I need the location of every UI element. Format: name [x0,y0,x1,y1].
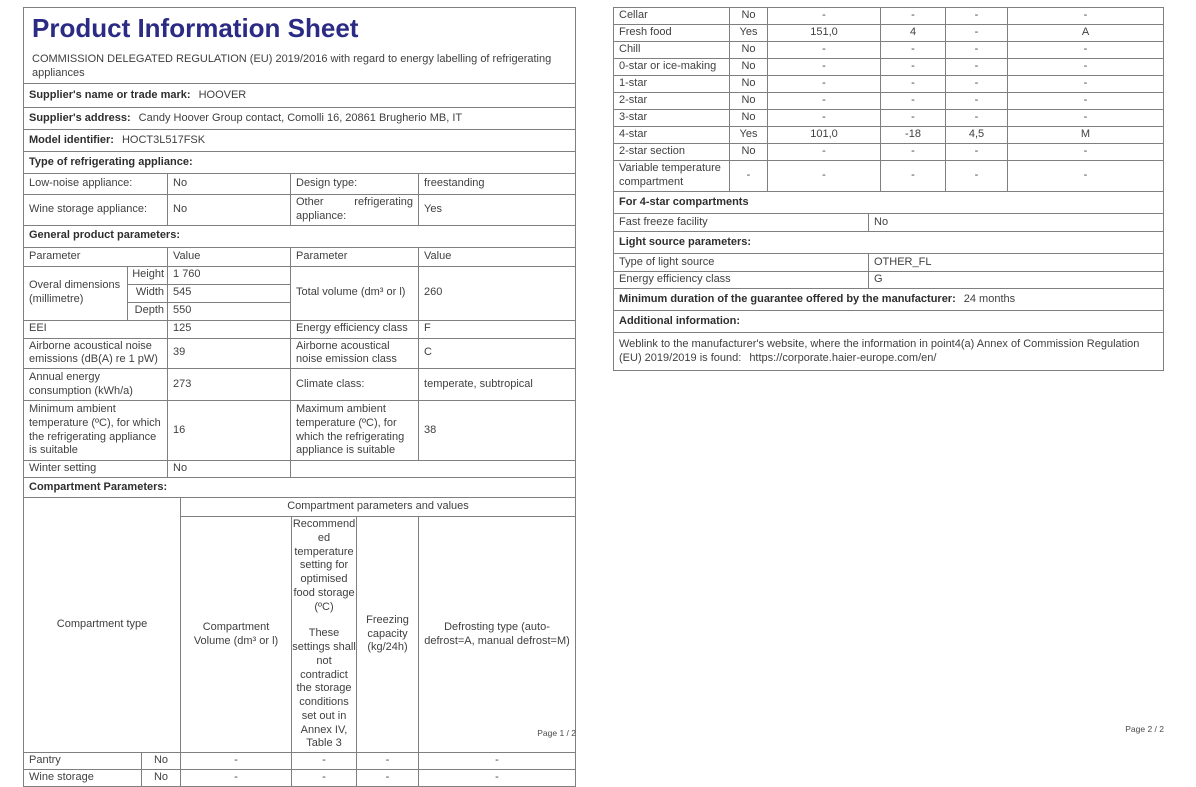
page-title: Product Information Sheet [32,13,359,43]
param-label-cell: Climate class: [291,369,419,401]
compartment-volume-cell: - [768,93,881,110]
compartment-freezing-cell: - [946,42,1008,59]
compartment-freezing-cell: - [946,8,1008,25]
compartment-flag-cell: No [730,8,768,25]
param-value-cell: G [869,272,1164,289]
param-label-cell: Type of light source [614,254,869,272]
supplier-address-row [23,107,576,130]
weblink-cell [614,333,1164,371]
compartment-row [614,161,1164,192]
empty-cell [291,461,576,478]
page-2-footer: Page 2 / 2 [1125,724,1164,734]
temp-header-part-2: These settings shall not contradict the storage conditions set out in Annex IV, Table 3 [292,627,356,750]
compartment-temp-cell: - [292,770,357,787]
light-section-header-row [613,231,1164,254]
weblink-url[interactable]: https://corporate.haier-europe.com/en/ [749,351,937,364]
compartment-flag-cell: No [730,59,768,76]
dimension-value-cell: 545 [168,284,291,302]
compartment-temp-cell: - [881,42,946,59]
additional-section-header: Additional information: [614,311,1164,333]
compartment-freezing-cell: - [946,25,1008,42]
column-header: Defrosting type (auto-defrost=A, manual defrost=M) [419,517,576,753]
compartment-defrost-cell: - [1008,110,1164,127]
compartment-freezing-cell: - [946,76,1008,93]
dimension-value-cell: 1 760 [168,266,291,284]
four-star-section-header: For 4-star compartments [614,192,1164,214]
regulation-subtitle: COMMISSION DELEGATED REGULATION (EU) 2019/2016 with regard to energy labelling of refrigerating appliances [32,52,552,79]
compartment-row [24,770,576,787]
compartment-temp-cell: - [881,59,946,76]
compartment-row [614,93,1164,110]
general-parameters-table [23,247,576,479]
compartment-flag-cell: No [142,770,181,787]
compartment-section-header: Compartment Parameters: [24,478,576,498]
compartment-defrost-cell: M [1008,127,1164,144]
column-header: Value [168,247,291,266]
compartment-freezing-cell: - [946,110,1008,127]
compartment-defrost-cell: - [1008,161,1164,192]
compartment-table-continued [613,7,1164,192]
table-row [24,195,576,226]
compartment-temp-cell: - [881,76,946,93]
supplier-name-cell [24,84,576,108]
compartment-row [614,110,1164,127]
compartment-label-cell: Variable temperature compartment [614,161,730,192]
param-label-cell: Low-noise appliance: [24,174,168,195]
param-value-cell: No [168,195,291,226]
dimension-key-cell: Depth [128,302,168,320]
dimension-key-cell: Width [128,284,168,302]
param-label-cell: Minimum ambient temperature (ºC), for which the refrigerating appliance is suitable [24,401,168,461]
guarantee-row [613,288,1164,311]
column-header: Compartment Volume (dm³ or l) [181,517,292,753]
compartment-flag-cell: Yes [730,127,768,144]
compartment-defrost-cell: - [1008,76,1164,93]
compartment-volume-cell: 151,0 [768,25,881,42]
param-label-cell: Airborne acoustical noise emission class [291,338,419,369]
compartment-table [23,497,576,787]
compartment-row [614,127,1164,144]
column-header: Freezing capacity (kg/24h) [357,517,419,753]
param-value-cell: Yes [419,195,576,226]
title-cell [24,8,576,84]
table-header-row [24,247,576,266]
compartment-volume-cell: - [768,76,881,93]
compartment-row [614,59,1164,76]
column-header: Parameter [291,247,419,266]
compartment-temp-cell: - [881,110,946,127]
general-section-header: General product parameters: [24,225,576,247]
compartment-freezing-cell: - [946,161,1008,192]
param-value-cell: 38 [419,401,576,461]
compartment-volume-cell: 101,0 [768,127,881,144]
table-row [24,369,576,401]
compartment-row [614,8,1164,25]
compartment-volume-cell: - [768,161,881,192]
compartment-row [614,144,1164,161]
compartment-label-cell: 2-star [614,93,730,110]
param-value-cell: 16 [168,401,291,461]
param-label-cell: Airborne acoustical noise emissions (dB(A) re 1 pW) [24,338,168,369]
compartment-temp-cell: - [292,753,357,770]
compartment-freezing-cell: - [946,59,1008,76]
compartment-flag-cell: No [730,42,768,59]
compartment-label-cell: 4-star [614,127,730,144]
param-value-cell: No [869,214,1164,232]
param-label-cell: Overal dimensions (millimetre) [24,266,128,320]
general-section-header-row [23,225,576,248]
param-value-cell: 260 [419,266,576,320]
compartment-label-cell: Chill [614,42,730,59]
table-row [24,266,576,284]
fast-freeze-table [613,213,1164,232]
model-identifier-value: HOCT3L517FSK [121,133,206,146]
dimension-value-cell: 550 [168,302,291,320]
model-identifier-cell [24,130,576,152]
compartment-freezing-cell: 4,5 [946,127,1008,144]
compartment-label-cell: Wine storage [24,770,142,787]
table-row [614,214,1164,232]
supplier-name-label: Supplier's name or trade mark: [29,88,191,101]
compartment-volume-cell: - [181,770,292,787]
compartment-label-cell: Pantry [24,753,142,770]
type-table [23,173,576,226]
compartment-label-cell: 1-star [614,76,730,93]
page-2 [613,7,1164,371]
compartment-row [614,76,1164,93]
dimension-key-cell: Height [128,266,168,284]
param-value-cell: OTHER_FL [869,254,1164,272]
supplier-address-cell [24,108,576,130]
compartment-label-cell: 0-star or ice-making [614,59,730,76]
table-row [24,320,576,338]
table-row [24,338,576,369]
table-row [24,461,576,478]
param-value-cell: 273 [168,369,291,401]
compartment-defrost-cell: - [1008,59,1164,76]
compartment-temp-cell: 4 [881,25,946,42]
type-section-header: Type of refrigerating appliance: [24,152,576,174]
guarantee-cell [614,289,1164,311]
supplier-address-label: Supplier's address: [29,111,131,124]
compartment-freezing-cell: - [357,770,419,787]
temp-header-part-1: Recommended temperature setting for optimised food storage (ºC) [292,518,356,613]
light-section-header: Light source parameters: [614,232,1164,254]
compartment-freezing-cell: - [946,93,1008,110]
column-header [292,517,357,753]
table-row [614,272,1164,289]
guarantee-value: 24 months [963,292,1016,305]
compartment-row [614,42,1164,59]
four-star-section-header-row [613,191,1164,214]
compartment-temp-cell: - [881,161,946,192]
compartment-temp-cell: - [881,8,946,25]
supplier-name-row [23,83,576,108]
column-header: Compartment type [24,498,181,753]
light-source-table [613,253,1164,289]
supplier-name-value: HOOVER [198,88,247,101]
span-column-header: Compartment parameters and values [181,498,576,517]
compartment-flag-cell: Yes [730,25,768,42]
compartment-flag-cell: No [142,753,181,770]
title-block [23,7,576,84]
param-value-cell: 125 [168,320,291,338]
param-label-cell: EEI [24,320,168,338]
model-identifier-row [23,129,576,152]
compartment-flag-cell: No [730,144,768,161]
compartment-defrost-cell: - [1008,8,1164,25]
additional-section-header-row [613,310,1164,333]
column-header: Parameter [24,247,168,266]
param-value-cell: temperate, subtropical [419,369,576,401]
weblink-text: Weblink to the manufacturer's website, where the information in point4(a) Annex of Commission Regulation (EU) 2019/2019 is found: [619,337,1140,364]
guarantee-label: Minimum duration of the guarantee offered by the manufacturer: [619,292,956,305]
compartment-label-cell: Cellar [614,8,730,25]
compartment-defrost-cell: - [1008,93,1164,110]
param-label-cell: Fast freeze facility [614,214,869,232]
page-1-footer: Page 1 / 2 [537,728,576,738]
column-header: Value [419,247,576,266]
compartment-defrost-cell: - [1008,42,1164,59]
compartment-volume-cell: - [768,42,881,59]
supplier-address-value: Candy Hoover Group contact, Comolli 16, 20861 Brugherio MB, IT [138,111,463,124]
table-row [24,174,576,195]
table-row [614,254,1164,272]
compartment-row [24,753,576,770]
compartment-temp-cell: - [881,93,946,110]
param-value-cell: No [168,174,291,195]
compartment-volume-cell: - [768,8,881,25]
param-label-cell: Design type: [291,174,419,195]
compartment-flag-cell: No [730,76,768,93]
param-label-cell: Energy efficiency class [291,320,419,338]
type-section-header-row [23,151,576,174]
param-value-cell: No [168,461,291,478]
param-label-cell: Winter setting [24,461,168,478]
compartment-temp-cell: -18 [881,127,946,144]
param-label-cell: Maximum ambient temperature (ºC), for which the refrigerating appliance is suitable [291,401,419,461]
table-row [24,401,576,461]
param-label-cell: Annual energy consumption (kWh/a) [24,369,168,401]
param-label-cell: Wine storage appliance: [24,195,168,226]
compartment-label-cell: 3-star [614,110,730,127]
compartment-flag-cell: - [730,161,768,192]
compartment-temp-cell: - [881,144,946,161]
param-label-cell: Energy efficiency class [614,272,869,289]
param-value-cell: C [419,338,576,369]
table-header-row [24,498,576,517]
compartment-volume-cell: - [768,59,881,76]
compartment-defrost-cell: A [1008,25,1164,42]
param-value-cell: 39 [168,338,291,369]
compartment-label-cell: Fresh food [614,25,730,42]
compartment-volume-cell: - [768,110,881,127]
weblink-row [613,332,1164,371]
compartment-volume-cell: - [768,144,881,161]
param-label-cell: Total volume (dm³ or l) [291,266,419,320]
compartment-section-header-row [23,477,576,498]
param-label-cell: Other refrigerating appliance: [291,195,419,226]
param-value-cell: F [419,320,576,338]
compartment-defrost-cell: - [1008,144,1164,161]
compartment-defrost-cell: - [419,770,576,787]
compartment-label-cell: 2-star section [614,144,730,161]
param-value-cell: freestanding [419,174,576,195]
model-identifier-label: Model identifier: [29,133,114,146]
page-1 [23,7,576,787]
compartment-flag-cell: No [730,93,768,110]
compartment-flag-cell: No [730,110,768,127]
compartment-defrost-cell: - [419,753,576,770]
compartment-row [614,25,1164,42]
compartment-volume-cell: - [181,753,292,770]
compartment-freezing-cell: - [357,753,419,770]
compartment-freezing-cell: - [946,144,1008,161]
